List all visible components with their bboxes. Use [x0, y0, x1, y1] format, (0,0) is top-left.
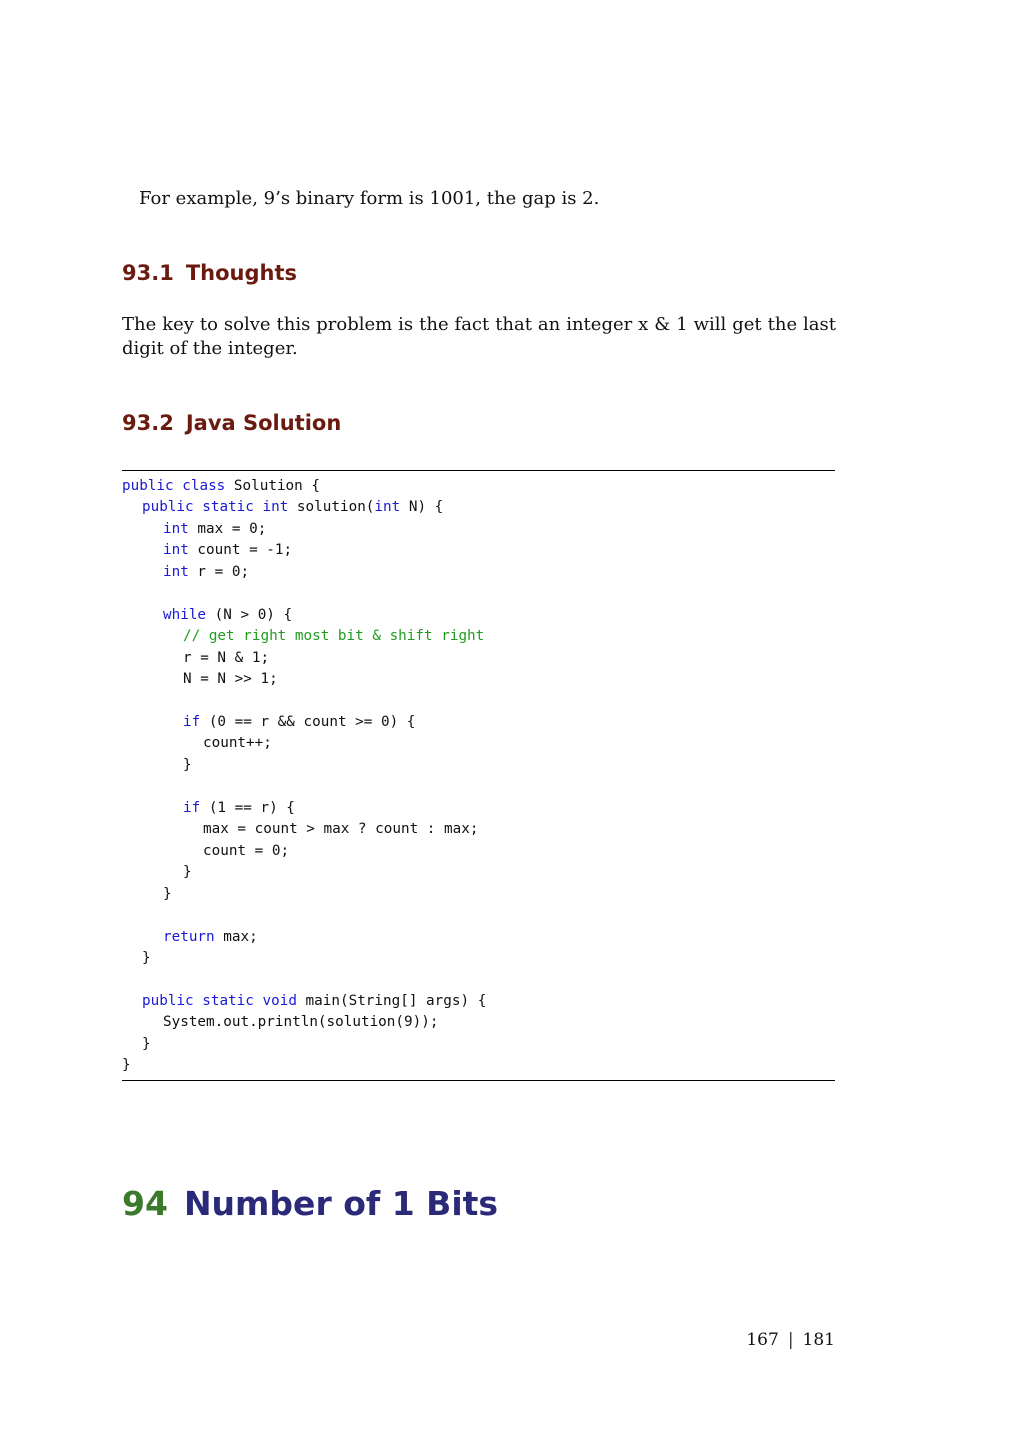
code-text: } — [122, 1057, 131, 1073]
code-keyword: public static int — [142, 499, 289, 515]
code-text: r = 0; — [188, 564, 250, 580]
section-title: Thoughts — [185, 261, 298, 285]
code-line — [203, 819, 478, 840]
code-line — [203, 841, 289, 862]
section-number: 93.2 — [122, 411, 174, 435]
code-comment: // get right most bit & shift right — [183, 628, 485, 644]
page-total: 181 — [802, 1330, 835, 1350]
section-title: Java Solution — [185, 411, 342, 435]
code-text: count = 0; — [203, 843, 290, 859]
code-text: System.out.println(solution(9)); — [163, 1014, 439, 1030]
code-line — [163, 884, 172, 905]
code-keyword: int — [163, 542, 189, 558]
code-line — [203, 733, 272, 754]
code-line — [183, 712, 415, 733]
code-line — [142, 991, 486, 1012]
code-line — [183, 669, 278, 690]
code-text: max; — [214, 929, 258, 945]
code-line — [142, 1034, 151, 1055]
chapter-heading — [122, 1184, 498, 1223]
code-line — [163, 562, 249, 583]
code-line — [163, 519, 266, 540]
code-line — [142, 948, 151, 969]
code-text: (1 == r) { — [200, 800, 295, 816]
code-text: N) { — [400, 499, 444, 515]
code-line — [183, 755, 192, 776]
code-line — [163, 927, 258, 948]
code-text: } — [142, 950, 151, 966]
code-text: } — [142, 1036, 151, 1052]
code-keyword: int — [163, 521, 189, 537]
thoughts-paragraph: The key to solve this problem is the fact that an integer x & 1 will get the last digit of the integer. — [122, 314, 836, 359]
code-keyword: int — [374, 499, 401, 515]
code-line — [183, 798, 295, 819]
code-line — [122, 1055, 131, 1076]
code-line — [163, 540, 292, 561]
code-text: main(String[] args) { — [296, 993, 487, 1009]
code-listing — [122, 470, 835, 1081]
code-line — [122, 476, 320, 497]
code-text: solution( — [288, 499, 375, 515]
code-line — [163, 1012, 438, 1033]
code-line — [163, 605, 292, 626]
code-keyword: while — [163, 607, 207, 623]
code-text: N = N >> 1; — [183, 671, 278, 687]
code-line — [183, 626, 484, 647]
code-text: count++; — [203, 735, 272, 751]
code-keyword: if — [183, 714, 201, 730]
code-text: max = count > max ? count : max; — [203, 821, 479, 837]
code-line — [183, 648, 269, 669]
code-text: max = 0; — [188, 521, 267, 537]
code-text: count = -1; — [188, 542, 293, 558]
chapter-number: 94 — [122, 1184, 168, 1223]
section-heading-java-solution — [122, 411, 341, 435]
section-number: 93.1 — [122, 261, 174, 285]
intro-text: For example, 9’s binary form is 1001, the gap is 2. — [139, 188, 600, 209]
page-footer — [746, 1330, 835, 1350]
code-text: Solution { — [225, 478, 320, 494]
code-keyword: if — [183, 800, 201, 816]
code-text: } — [183, 757, 192, 773]
section-heading-thoughts — [122, 261, 297, 285]
code-text: (N > 0) { — [206, 607, 293, 623]
code-text: r = N & 1; — [183, 650, 270, 666]
code-keyword: public static void — [142, 993, 297, 1009]
code-text: (0 == r && count >= 0) { — [200, 714, 416, 730]
page-number: 167 — [746, 1330, 779, 1350]
code-line — [183, 862, 192, 883]
chapter-title: Number of 1 Bits — [183, 1184, 499, 1223]
code-text: } — [183, 864, 192, 880]
page-separator: | — [787, 1330, 794, 1350]
code-text: } — [163, 886, 172, 902]
code-line — [142, 497, 443, 518]
code-keyword: return — [163, 929, 215, 945]
code-keyword: int — [163, 564, 189, 580]
code-keyword: public class — [122, 478, 226, 494]
